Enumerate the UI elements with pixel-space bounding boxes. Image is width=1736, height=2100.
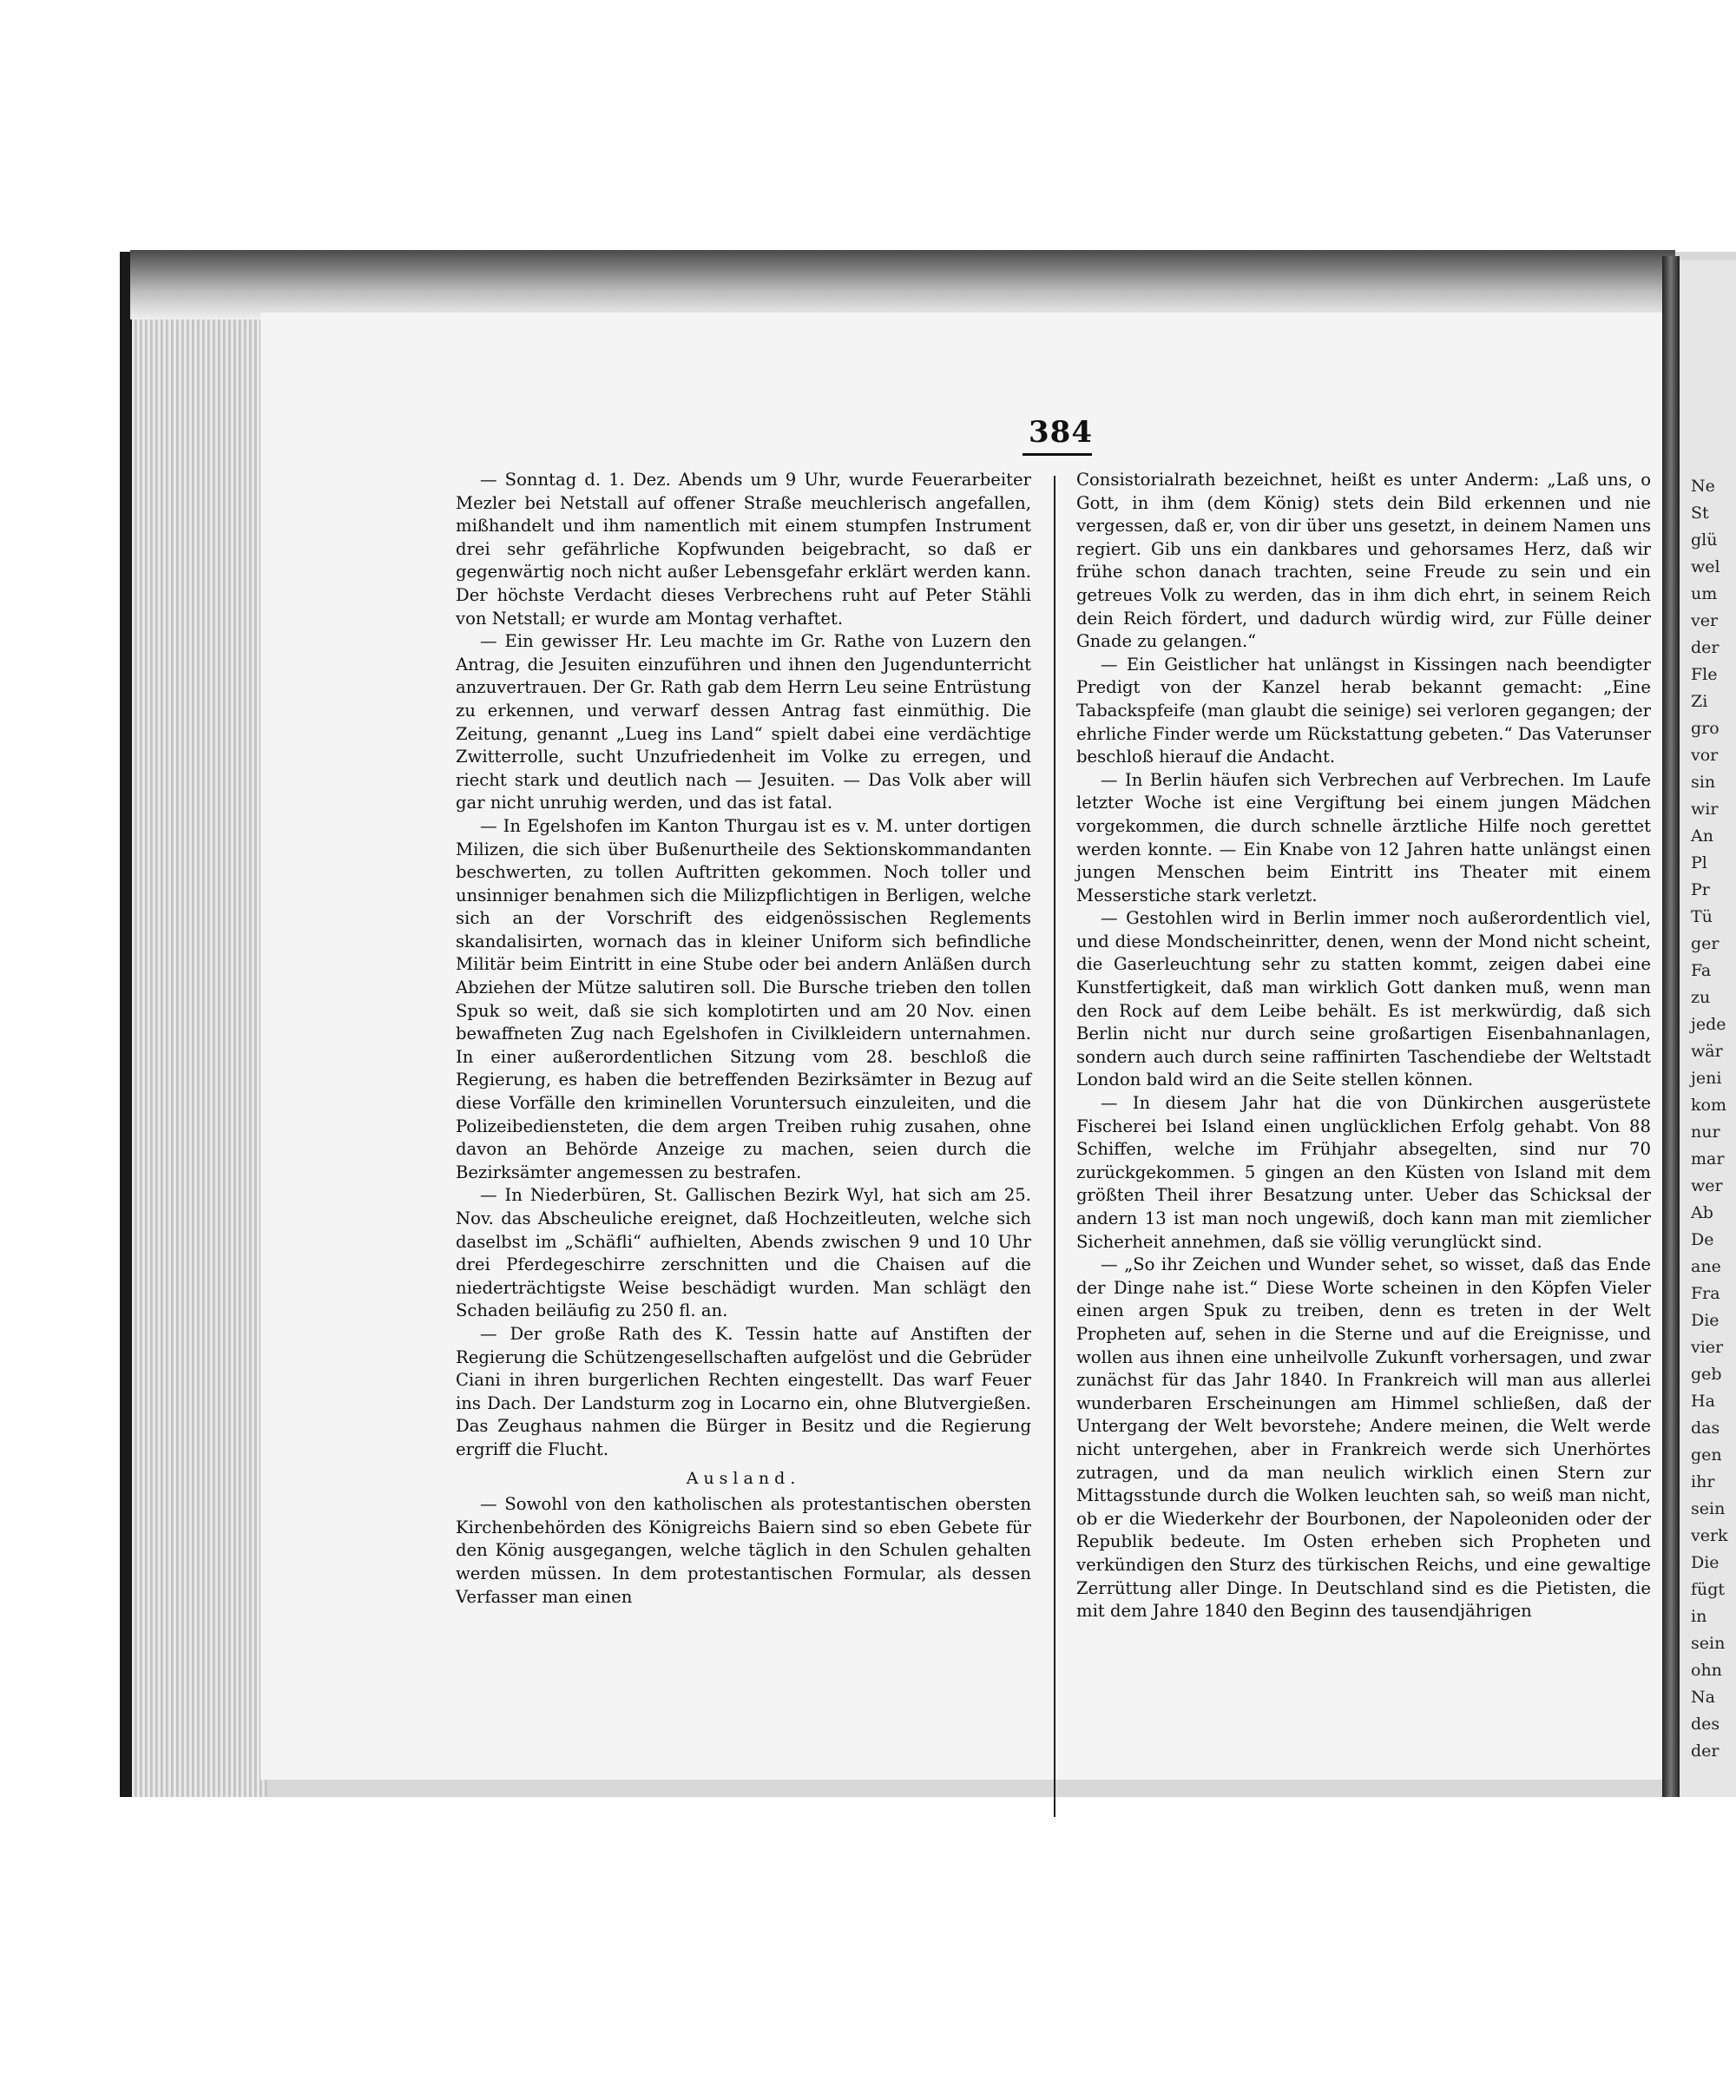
edge-fragment: St (1691, 504, 1709, 523)
edge-fragment: verk (1691, 1526, 1728, 1545)
page-edges (120, 252, 267, 1797)
edge-fragment: des (1691, 1715, 1720, 1734)
article-paragraph: — Sonntag d. 1. Dez. Abends um 9 Uhr, wurde Feuerarbeiter Mezler bei Netstall auf offener Straße meuchlerisch angefallen, mißhandelt und ihm namentlich mit einem stumpfen Instrument drei sehr gefährliche Kopfwunden beigebracht, so daß er gegenwärtig noch nicht außer Lebensgefahr erklärt werden kann. Der höchste Verdacht dieses Verbrechens ruht auf Peter Stähli von Netstall; er wurde am Montag verhaftet. (456, 470, 1031, 629)
book-spine-edge (120, 252, 132, 1797)
continuation-paragraph: Consistorialrath bezeichnet, heißt es unter Anderm: „Laß uns, o Gott, in ihm (dem König) stets dein Bild erkennen und nie vergessen, daß er, von dir über uns gesetzt, in deinem Namen uns regiert. Gib uns ein dankbares und gehorsames Herz, daß wir frühe schon danach trachten, seine Freude zu sein und ein getreues Volk zu werden, das in ihm dich ehrt, in seinem Reich dein Reich fördert, und dadurch würdig wird, zur Fülle deiner Gnade zu gelangen.“ (1076, 470, 1651, 652)
edge-fragment: der (1691, 638, 1720, 657)
edge-fragment: in (1691, 1607, 1707, 1626)
article-paragraph: — Gestohlen wird in Berlin immer noch außerordentlich viel, und diese Mondscheinritter, denen, wenn der Mond nicht scheint, die Gaserleuchtung sehr zu statten kommt, zeigen dabei eine Kunstfertigkeit, daß man wirklich Gott danken muß, wenn man den Rock auf dem Leibe behält. Es ist merkwürdig, daß sich Berlin nicht nur durch seine großartigen Eisenbahnanlagen, sondern auch durch seine raffinirten Taschendiebe der Weltstadt London bald wird an die Seite stellen können. (1076, 908, 1651, 1090)
article-paragraph: — In Niederbüren, St. Gallischen Bezirk Wyl, hat sich am 25. Nov. das Abscheuliche ereignet, daß Hochzeitleuten, welche sich daselbst im „Schäfli“ aufhielten, Abends zwischen 9 und 10 Uhr drei Pferdegeschirre zerschnitten und die Chaisen auf die niederträchtigste Weise beschädigt wurden. Man schlägt den Schaden beiläufig zu 250 fl. an. (456, 1185, 1031, 1321)
edge-fragment: Ab (1691, 1203, 1713, 1222)
scan-bottom-margin (0, 1797, 1736, 2100)
edge-fragment: Fa (1691, 961, 1712, 980)
edge-fragment: ane (1691, 1257, 1721, 1276)
edge-fragment: wer (1691, 1176, 1723, 1195)
edge-fragment: mar (1691, 1149, 1725, 1168)
article-paragraph: — Ein gewisser Hr. Leu machte im Gr. Rathe von Luzern den Antrag, die Jesuiten einzuführen und ihnen den Jugendunterricht anzuvertrauen. Der Gr. Rath gab dem Herrn Leu seine Entrüstung zu erkennen, und verwarf dessen Antrag fast einmüthig. Die Zeitung, genannt „Lueg ins Land“ spielt dabei eine verdächtige Zwitterrolle, sucht Unzufriedenheit im Volke zu erregen, und riecht stark und deutlich nach — Jesuiten. — Das Volk aber will gar nicht unruhig werden, und das ist fatal. (456, 631, 1031, 813)
edge-fragment: Zi (1691, 692, 1708, 711)
edge-fragment: jede (1691, 1015, 1726, 1034)
book-gutter (1662, 256, 1680, 1801)
edge-fragment: ger (1691, 934, 1720, 953)
edge-fragment: ver (1691, 611, 1719, 630)
top-shadow (130, 250, 1675, 319)
edge-fragment: sein (1691, 1499, 1726, 1518)
edge-fragment: An (1691, 826, 1713, 846)
edge-fragment: wir (1691, 800, 1719, 819)
edge-fragment: wär (1691, 1042, 1723, 1061)
edge-fragment: vier (1691, 1338, 1724, 1357)
edge-fragment: gen (1691, 1445, 1722, 1465)
article-paragraph: — In Berlin häufen sich Verbrechen auf Verbrechen. Im Laufe letzter Woche ist eine Vergiftung bei einem jungen Mädchen vorgekommen, die durch schnelle ärztliche Hilfe noch gerettet werden konnte. — Ein Knabe von 12 Jahren hatte unlängst einen jungen Menschen beim Eintritt ins Theater mit einem Messerstiche stark verletzt. (1076, 769, 1651, 905)
edge-fragment: ohn (1691, 1661, 1722, 1680)
article-paragraph: — Der große Rath des K. Tessin hatte auf Anstiften der Regierung die Schützengesellschaften aufgelöst und die Gebrüder Ciani in ihren burgerlichen Rechten eingestellt. Das warf Feuer ins Dach. Der Landsturm zog in Locarno ein, ohne Blutvergießen. Das Zeughaus nahmen die Bürger in Besitz und die Regierung ergriff die Flucht. (456, 1323, 1031, 1459)
edge-fragment: Fle (1691, 665, 1718, 684)
edge-fragment: Pr (1691, 880, 1710, 899)
article-paragraph: — Sowohl von den katholischen als protestantischen obersten Kirchenbehörden des Königreichs Baiern sind so eben Gebete für den König ausgegangen, welche täglich in den Schulen gehalten werden müssen. In dem protestantischen Formular, als dessen Verfasser man einen (456, 1494, 1031, 1607)
edge-fragment: Ne (1691, 477, 1715, 496)
edge-fragment: das (1691, 1419, 1720, 1438)
next-page-fragments (1691, 473, 1728, 1765)
right-column (1076, 469, 1651, 1623)
left-paragraphs (456, 469, 1031, 1462)
left-paragraphs-after (456, 1493, 1031, 1609)
article-paragraph: — In diesem Jahr hat die von Dünkirchen ausgerüstete Fischerei bei Island einen unglücklichen Erfolg gehabt. Von 88 Schiffen, welche im Frühjahr absegelten, sind nur 70 zurückgekommen. 5 gingen an den Küsten von Island mit dem größten Theil ihrer Besatzung unter. Ueber das Schicksal der andern 13 ist man noch ungewiß, doch kann man mit ziemlicher Sicherheit annehmen, daß sie völlig verunglückt sind. (1076, 1093, 1651, 1252)
edge-fragment: um (1691, 584, 1718, 603)
edge-fragment: ihr (1691, 1472, 1715, 1491)
edge-fragment: Die (1691, 1311, 1720, 1330)
edge-fragment: jeni (1691, 1069, 1722, 1088)
article-paragraph: — In Egelshofen im Kanton Thurgau ist es v. M. unter dortigen Milizen, die sich über Bußenurtheile des Sektionskommandanten beschwerten, zu tollen Auftritten gekommen. Noch toller und unsinniger benahmen sich die Milizpflichtigen in Berligen, welche sich an der Vorschrift des eidgenössischen Reglements skandalisirten, wornach das in kleiner Uniform sich befindliche Militär beim Eintritt in eine Stube oder bei andern Anläßen durch Abziehen der Mütze salutiren soll. Die Bursche trieben den tollen Spuk so weit, daß sie sich komplotirten und am 20 Nov. einen bewaffneten Zug nach Egelshofen in Civilkleidern unternahmen. In einer außerordentlichen Sitzung vom 28. beschloß die Regierung, es haben die betreffenden Bezirksämter in Bezug auf diese Vorfälle den kriminellen Voruntersuch einzuleiten, und die Polizeibediensteten, die dem argen Treiben ruhig zusahen, ohne davon an Behörde Anzeige zu machen, seien durch die Bezirksämter angemessen zu bestrafen. (456, 815, 1031, 1182)
edge-fragment: sein (1691, 1634, 1726, 1653)
edge-fragment: Na (1691, 1688, 1715, 1707)
edge-fragment: Ha (1691, 1392, 1715, 1411)
edge-fragment: gro (1691, 719, 1720, 738)
left-column (456, 469, 1031, 1609)
edge-fragment: zu (1691, 988, 1711, 1007)
edge-fragment: Fra (1691, 1284, 1720, 1303)
column-rule (1054, 476, 1055, 1817)
article-paragraph: — Ein Geistlicher hat unlängst in Kissingen nach beendigter Predigt von der Kanzel herab bekannt gemacht: „Eine Tabackspfeife (man glaubt die seinige) sei verloren gegangen; der ehrliche Finder werde um Rückstattung gebeten.“ Das Vaterunser beschloß hierauf die Andacht. (1076, 654, 1651, 767)
edge-fragment: der (1691, 1741, 1720, 1761)
edge-fragment: Die (1691, 1553, 1720, 1572)
edge-fragment: fügt (1691, 1580, 1726, 1599)
page-number: 384 (1029, 415, 1093, 450)
edge-fragment: wel (1691, 557, 1720, 576)
edge-fragment: vor (1691, 746, 1719, 765)
edge-fragment: kom (1691, 1096, 1726, 1115)
right-paragraphs (1076, 654, 1651, 1623)
page-number-rule (1023, 453, 1092, 456)
edge-fragment: Tü (1691, 907, 1713, 926)
edge-fragment: geb (1691, 1365, 1722, 1384)
edge-fragment: sin (1691, 773, 1716, 792)
section-heading: Ausland. (686, 1468, 801, 1488)
edge-fragment: nur (1691, 1122, 1720, 1142)
edge-fragment: Pl (1691, 853, 1707, 872)
edge-fragment: glü (1691, 530, 1718, 550)
article-paragraph: — „So ihr Zeichen und Wunder sehet, so wisset, daß das Ende der Dinge nahe ist.“ Diese Worte scheinen in den Köpfen Vieler einen argen Spuk zu treiben, denn es treten in der Welt Propheten auf, sehen in die Sterne und auf die Ereignisse, und wollen aus ihnen eine unheilvolle Zukunft vorhersagen, und zwar zunächst für das Jahr 1840. In Frankreich will man aus allerlei wunderbaren Erscheinungen am Himmel schließen, daß der Untergang der Welt bevorstehe; Andere meinen, die Welt werde nicht untergehen, aber in Frankreich werde sich Unerhörtes zutragen, und da man neulich wirklich einen Stern zur Mittagsstunde durch die Wolken leuchten sah, so weiß man nicht, ob er die Wiederkehr der Bourbonen, der Napoleoniden oder der Republik bedeute. Im Osten erheben sich Propheten und verkündigen den Sturz des türkischen Reichs, und eine gewaltige Zerrüttung aller Dinge. In Deutschland sind es die Pietisten, die mit dem Jahre 1840 den Beginn des tausendjährigen (1076, 1254, 1651, 1622)
edge-fragment: De (1691, 1230, 1714, 1249)
scan-background (0, 0, 1736, 252)
